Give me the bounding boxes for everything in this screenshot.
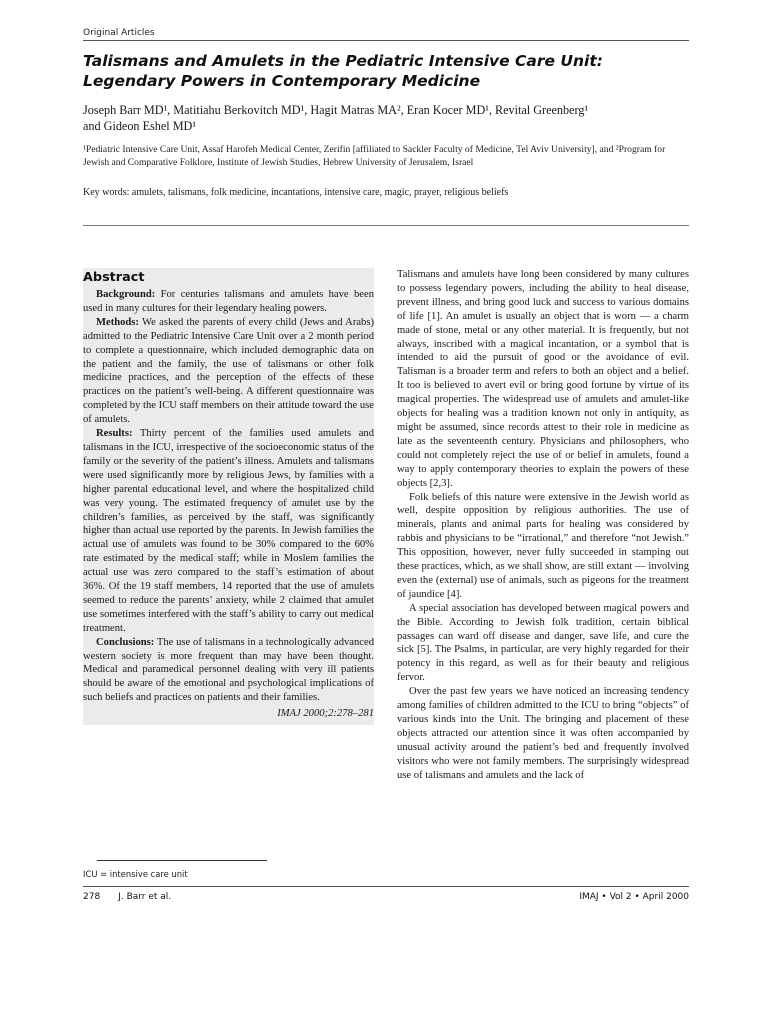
methods-label: Methods: (96, 316, 139, 328)
background-label: Background: (96, 289, 156, 300)
abstract-results (83, 427, 374, 636)
title-line-1: Talismans and Amulets in the Pediatric Intensive Care Unit: (83, 52, 603, 70)
results-label: Results: (96, 428, 133, 440)
footer-divider (83, 886, 689, 887)
page-number: 278 (83, 892, 101, 902)
body-paragraph-2: Folk beliefs of this nature were extensive in the Jewish world as well, despite opposition by religious authorities. The use of minerals, plants and animal parts for healing was considered by rabbis and physicians to be “irrational,” and therefore “not Jewish.” This opposition, however, never fully succeeded in stamping out these practices, which, as we shall show, are still extant — involving even the (external) use of animals, such as pigeons for the treatment of jaundice [4]. (397, 491, 689, 600)
authors-line-2: and Gideon Eshel MD¹ (83, 119, 196, 133)
keywords: Key words: amulets, talismans, folk medicine, incantations, intensive care, magic, prayer, religious beliefs (83, 187, 509, 198)
body-paragraph-4: Over the past few years we have noticed an increasing tendency among families of children admitted to the ICU to bring “objects” of various kinds into the Unit. The bringing and placement of these objects attracted our attention since it was often accompanied by unusual activity around the patient’s bed and frequently involved visitors who were not family members. The surprisingly widespread use of talismans and amulets and the lack of (397, 686, 689, 781)
article-header (83, 28, 689, 226)
abstract-conclusions (83, 636, 374, 706)
footnote-divider (97, 860, 267, 861)
background-text: For centuries talismans and amulets have been used in many cultures for their legendary healing powers. (83, 289, 374, 314)
title-line-2: Legendary Powers in Contemporary Medicine (83, 72, 481, 90)
methods-text: We asked the parents of every child (Jews and Arabs) admitted to the Pediatric Intensive Care Unit over a 2 month period to complete a questionnaire, which included demographic data on the patient and the family, the use of talismans or other folk medicine practices, and the perception of the effects of these practices on the patient’s well-being. A different questionnaire was completed by the ICU staff members on their attitude toward the use of amulets. (83, 316, 374, 426)
footnote: ICU = intensive care unit (83, 869, 188, 879)
left-column (83, 268, 374, 879)
right-column (397, 268, 689, 783)
abstract-methods (83, 316, 374, 427)
footer-journal: IMAJ • Vol 2 • April 2000 (579, 892, 689, 902)
authors-line-1: Joseph Barr MD¹, Matitiahu Berkovitch MD¹, Hagit Matras MA², Eran Kocer MD¹, Revital Greenberg¹ (83, 103, 589, 117)
article-title (83, 51, 689, 91)
body-paragraph-1: Talismans and amulets have long been considered by many cultures to possess legendary powers, including the ability to heal disease, prevent illness, and bring good luck and success to various domains of life [1]. An amulet is usually an object that is worn — a charm made of stone, metal or any other material. It is frequently, but not always, inscribed with a magical incantation, or a symbol that is intended to aid the pursuit of good or the avoidance of evil. Talisman is a broader term and refers to both an object and a belief. It too is believed to avert evil or bring good fortune by virtue of its magical properties. The widespread use of amulets and amulet-like objects for healing was a tradition known not only in antiquity, as might be assumed, since records attest to their role in medicine as late as the seventeenth century. Physicians and philosophers, who could not completely reject the use of or belief in amulets, found a way to apply contemporary theories to explain the powers of these objects [2,3]. (397, 269, 689, 489)
affiliations: ¹Pediatric Intensive Care Unit, Assaf Harofeh Medical Center, Zerifin [affiliated to Sackler Faculty of Medicine, Tel Aviv University], and ²Program for Jewish and Comparative Folklore, Institute of Jewish Studies, Hebrew University of Jerusalem, Israel (83, 144, 666, 168)
footer-left (83, 892, 189, 902)
results-text: Thirty percent of the families used amulets and talismans in the ICU, irrespective of the socioeconomic status of the family or the severity of the patient’s illness. Amulets and talismans were used significantly more by religious Jews, by families with a higher parental educational level, and where the hospitalized child was very young. The estimated frequency of amulet use by the children’s families, as perceived by the staff, was significantly higher than actual use reported by the parents. In Jewish families the actual use of amulets was found to be 30% compared to the 60% rate estimated by the medical staff; while in Moslem families the actual use was zero compared to the staff’s estimation of about 36%. Of the 19 staff members, 14 reported that the use of amulets seemed to reduce the parents’ anxiety, while 2 claimed that amulet use sometimes interfered with the staff’s ability to carry out medical treatment. (83, 428, 374, 634)
running-author: J. Barr et al. (118, 892, 172, 902)
header-divider (83, 225, 689, 226)
authors (83, 102, 689, 134)
conclusions-text: The use of talismans in a technologically advanced western society is more frequent than may have been thought. Medical and paramedical personnel dealing with very ill patients should be aware of the emotional and psychological implications of such beliefs and practices on patients and their families. (83, 636, 374, 704)
body-paragraph-3: A special association has developed between magical powers and the Bible. According to Jewish folk tradition, certain biblical passages can ward off disease and danger, save life, and cure the sick [5]. The Psalms, in particular, are very highly regarded for their potency in this regard, as well as for their beauty and religious fervor. (397, 602, 689, 684)
abstract-box (83, 268, 374, 725)
abstract-heading: Abstract (83, 270, 145, 285)
section-label: Original Articles (83, 28, 689, 41)
abstract-background (83, 288, 374, 316)
conclusions-label: Conclusions: (96, 636, 155, 648)
journal-citation: IMAJ 2000;2:278–281 (277, 708, 374, 720)
